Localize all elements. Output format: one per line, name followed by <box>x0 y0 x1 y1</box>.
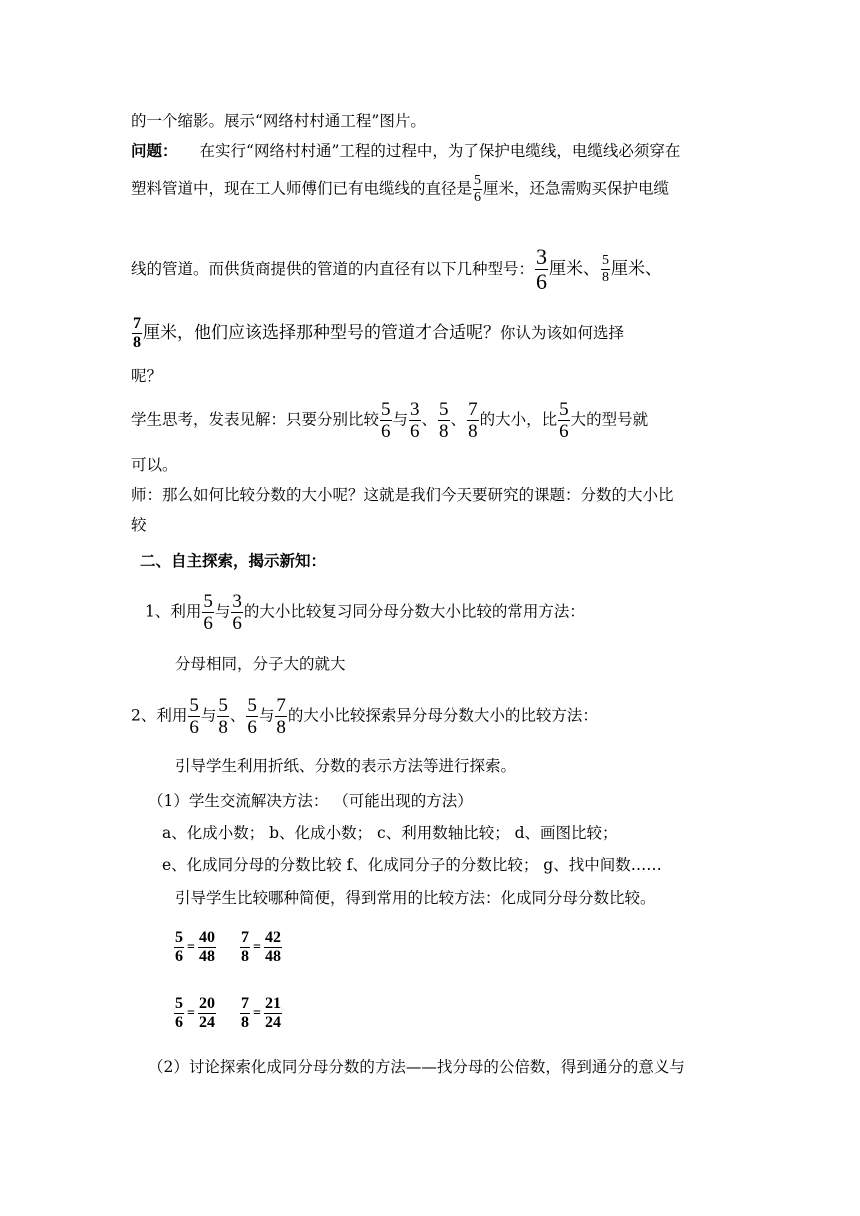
text-segment: 厘米、 <box>611 259 663 279</box>
fraction <box>438 400 450 441</box>
paragraph-line <box>145 592 585 633</box>
denominator: 6 <box>175 1014 183 1031</box>
numerator: 7 <box>468 399 478 420</box>
paragraph-line <box>131 485 674 505</box>
text-segment: 引导学生利用折纸、分数的表示方法等进行探索。 <box>175 757 517 775</box>
numerator: 3 <box>536 244 548 269</box>
section-heading <box>140 551 326 571</box>
paragraph-line <box>131 696 598 737</box>
text-segment: 与 <box>258 706 275 725</box>
equals-sign: = <box>187 1005 195 1021</box>
paragraph-line <box>131 515 147 535</box>
text-segment: 呢？ <box>131 367 163 385</box>
numerator: 5 <box>189 695 199 716</box>
fraction <box>198 930 216 965</box>
text-segment: 你认为该如何选择 <box>500 324 625 342</box>
numerator: 42 <box>264 929 281 946</box>
fraction <box>217 696 229 737</box>
fraction <box>231 592 243 633</box>
fraction <box>380 400 392 441</box>
fraction <box>275 696 287 737</box>
denominator: 8 <box>439 421 449 442</box>
fraction <box>240 930 250 965</box>
text-segment: 师：那么如何比较分数的大小呢？这就是我们今天要研究的课题：分数的大小比 <box>131 486 674 504</box>
fraction <box>240 996 250 1031</box>
numerator: 3 <box>232 591 242 612</box>
paragraph-line <box>131 174 669 205</box>
denominator: 8 <box>240 1014 249 1031</box>
text-segment: e、化成同分母的分数比较 f、化成同分子的分数比较； g、找中间数…… <box>162 856 662 874</box>
text-segment: （1）学生交流解决方法： （可能出现的方法） <box>148 792 473 810</box>
text-segment: 较 <box>131 516 147 534</box>
denominator: 6 <box>247 717 257 738</box>
fraction <box>198 996 216 1031</box>
numerator: 5 <box>602 253 610 268</box>
problem-text: 在实行“网络村村通”工程的过程中，为了保护电缆线，电缆线必须穿在 <box>199 142 681 160</box>
fraction <box>202 592 214 633</box>
numerator: 7 <box>240 995 249 1012</box>
denominator: 6 <box>410 421 420 442</box>
numerator: 5 <box>474 173 482 188</box>
equals-sign: = <box>187 939 195 955</box>
fraction <box>246 696 258 737</box>
denominator: 8 <box>276 717 286 738</box>
paragraph-line <box>148 791 473 811</box>
equation-line <box>173 930 283 965</box>
method-list-line <box>162 855 662 875</box>
problem-line <box>131 141 680 161</box>
numerator: 5 <box>381 399 391 420</box>
denominator: 48 <box>264 948 281 965</box>
text-segment: 、 <box>450 410 467 429</box>
numerator: 5 <box>218 695 228 716</box>
equals-sign: = <box>252 1005 261 1021</box>
fraction <box>174 996 184 1031</box>
problem-label: 问题： <box>131 141 178 160</box>
numerator: 5 <box>203 591 213 612</box>
fraction <box>535 246 548 293</box>
equals-sign: = <box>252 939 261 955</box>
numerator: 5 <box>247 695 257 716</box>
text-segment: 分母相同，分子大的就大 <box>175 655 346 673</box>
text-segment: 的大小比较探索异分母分数大小的比较方法： <box>287 706 598 725</box>
numerator: 20 <box>198 995 215 1012</box>
text-segment: 与 <box>200 706 217 725</box>
text-segment: 的大小比较复习同分母分数大小比较的常用方法： <box>243 602 585 621</box>
numerator: 40 <box>198 929 215 946</box>
numerator: 5 <box>439 399 449 420</box>
denominator: 8 <box>133 334 141 351</box>
denominator: 24 <box>198 1014 215 1031</box>
text-segment: 厘米，他们应该选择那种型号的管道才合适呢？ <box>143 323 500 343</box>
numerator: 5 <box>559 399 569 420</box>
method-list-line <box>162 823 618 843</box>
text-segment: 2、利用 <box>131 706 188 725</box>
numerator: 3 <box>410 399 420 420</box>
text-segment: 与 <box>392 410 409 429</box>
text-segment: 学生思考，发表见解：只要分别比较 <box>131 410 380 429</box>
text-segment: 的大小，比 <box>479 410 558 429</box>
text-segment: 厘米，还急需购买保护电缆 <box>483 179 670 198</box>
denominator: 6 <box>559 421 569 442</box>
fraction <box>473 174 482 205</box>
fraction <box>601 254 610 285</box>
fraction <box>409 400 421 441</box>
text-segment: 可以。 <box>131 456 178 474</box>
denominator: 8 <box>240 948 249 965</box>
denominator: 8 <box>468 421 478 442</box>
fraction <box>558 400 570 441</box>
denominator: 48 <box>198 948 215 965</box>
text-segment: 塑料管道中，现在工人师傅们已有电缆线的直径是 <box>131 179 473 198</box>
denominator: 6 <box>536 269 548 294</box>
denominator: 6 <box>175 948 183 965</box>
numerator: 5 <box>175 929 183 946</box>
intro-text: 的一个缩影。展示“网络村村通工程”图片。 <box>131 112 426 130</box>
fraction <box>467 400 479 441</box>
paragraph-line <box>175 888 656 908</box>
text-segment: 大的型号就 <box>570 410 649 429</box>
text-segment: 与 <box>214 602 231 621</box>
denominator: 6 <box>381 421 391 442</box>
text-segment: a、化成小数； b、化成小数； c、利用数轴比较； d、画图比较； <box>162 824 618 842</box>
denominator: 6 <box>189 717 199 738</box>
text-segment: 厘米、 <box>549 259 601 279</box>
numerator: 21 <box>264 995 281 1012</box>
denominator: 24 <box>264 1014 281 1031</box>
paragraph-line <box>175 756 516 776</box>
denominator: 8 <box>218 717 228 738</box>
numerator: 7 <box>276 695 286 716</box>
paragraph-line <box>131 316 624 351</box>
denominator: 6 <box>474 190 482 205</box>
text-segment: 引导学生比较哪种简便，得到常用的比较方法：化成同分母分数比较。 <box>175 889 656 907</box>
text-segment: 、 <box>229 706 246 725</box>
denominator: 6 <box>203 613 213 634</box>
denominator: 6 <box>232 613 242 634</box>
paragraph-line <box>131 366 162 386</box>
fraction <box>264 930 282 965</box>
paragraph-line <box>148 1057 685 1077</box>
fraction <box>132 316 142 351</box>
text-segment: 线的管道。而供货商提供的管道的内直径有以下几种型号： <box>131 260 535 278</box>
fraction <box>188 696 200 737</box>
fraction <box>264 996 282 1031</box>
text-segment: 、 <box>421 410 438 429</box>
paragraph-line <box>131 246 662 293</box>
denominator: 8 <box>602 270 610 285</box>
heading-text: 二、自主探索，揭示新知： <box>140 551 327 570</box>
text-segment: 1、利用 <box>145 602 202 621</box>
numerator: 7 <box>133 315 141 332</box>
numerator: 7 <box>240 929 249 946</box>
paragraph-line <box>131 400 648 441</box>
equation-line <box>173 996 283 1031</box>
paragraph-line <box>175 654 346 674</box>
fraction <box>174 930 184 965</box>
text-segment: （2）讨论探索化成同分母分数的方法——找分母的公倍数，得到通分的意义与 <box>148 1058 685 1076</box>
paragraph-line <box>131 111 426 131</box>
numerator: 5 <box>175 995 183 1012</box>
paragraph-line <box>131 455 178 475</box>
